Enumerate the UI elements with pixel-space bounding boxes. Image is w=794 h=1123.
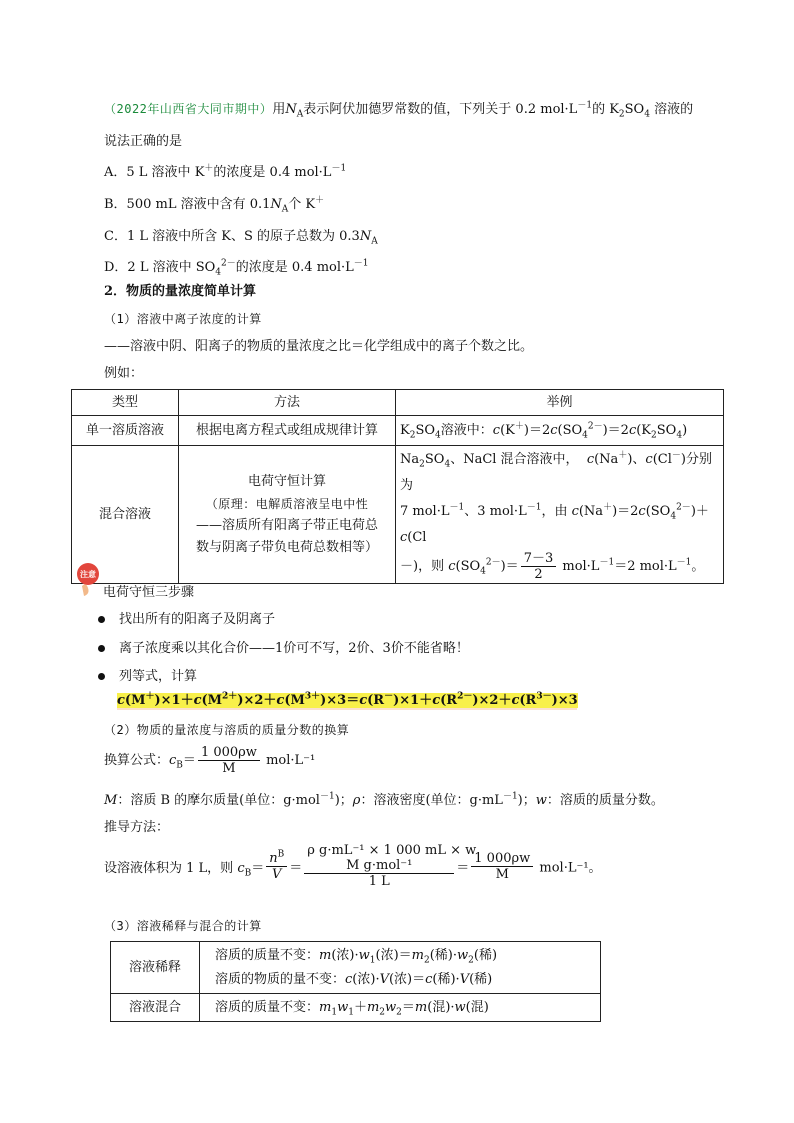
sub3-title: （3）溶液稀释与混合的计算 <box>104 919 262 933</box>
bullet-1 <box>98 616 105 623</box>
row2-method-line3: ——溶质所有阳离子带正电荷总 <box>195 517 378 533</box>
row2-method-line2: （原理：电解质溶液呈电中性 <box>205 496 369 511</box>
table1-row1-method: 根据电离方程式或组成规律计算 <box>179 416 396 446</box>
table2-row1-type: 溶液稀释 <box>111 942 200 994</box>
table1-header-method: 方法 <box>179 390 396 416</box>
table1-row2-method <box>179 446 396 584</box>
table1-row1-type: 单一溶质溶液 <box>72 416 179 446</box>
charge-balance-formula: $c(M^+)\times 1+c(M^{2+})\times 2+c(M^{3+})\times 3=c(R^-)\times 1+c(R^{2-})\times 2+c(R^{3-})\times 3$ <box>117 691 578 708</box>
section2-title: 2．物质的量浓度简单计算 <box>104 284 257 299</box>
bullet-2 <box>98 645 105 652</box>
symbol-definitions: M：溶质 B 的摩尔质量(单位：g·mol$^{-1}$)；ρ：溶液密度(单位：$g\cdot mL^{-1}$)；w：溶质的质量分数。 <box>104 791 664 808</box>
row2-example-line3: －)，则 $c(SO_4^{2-})=$ $\frac{7-3}{2}$ $mol\cdot L^{-1}=2$ $mol\cdot L^{-1}$。 <box>400 551 705 582</box>
derivation-big-fraction: ρ g·mL⁻¹ × 1 000 mL × w M g·mol⁻¹ 1 L <box>304 843 454 889</box>
option-d: D．2 L 溶液中 $SO_4^{2-}$的浓度是 0.4 $mol\cdot L^{-1}$ <box>104 258 369 278</box>
option-a: A．5 L 溶液中 K＋的浓度是 0.4 $mol\cdot L^{-1}$ <box>104 163 347 180</box>
derivation-formula: 设溶液体积为 1 L，则 $c_B=$ $\frac{n^B}{V}$ ＝ ρ g·mL⁻¹ × 1 000 mL × w M g·mol⁻¹ 1 L ＝ $\frac{1 000\rho w}{M}$ mol·L⁻¹。 <box>104 843 602 889</box>
section2-sub1: （1）溶液中离子浓度的计算 <box>104 312 262 326</box>
notice-step-1: 找出所有的阳离子及阴离子 <box>119 612 276 627</box>
table1-row2-example <box>396 446 724 584</box>
question-stem-text: 用$N_A$表示阿伏加德罗常数的值，下列关于 0.2 $mol\cdot L^{-1}$的 $K_2SO_4$ 溶液的 <box>272 100 694 120</box>
table1-header-example: 举例 <box>396 390 724 416</box>
table1-row2-type: 混合溶液 <box>72 446 179 584</box>
notice-title: 电荷守恒三步骤 <box>103 585 195 600</box>
table1-row1-example: $K_2SO_4$溶液中：$c(K^+)=2c(SO_4^{2-})=2c(K_2SO_4)$ <box>396 416 724 446</box>
question-stem-line2: 说法正确的是 <box>104 134 183 149</box>
ion-concentration-table <box>71 389 724 584</box>
question-stem-line1 <box>104 101 693 118</box>
derive-label: 推导方法： <box>104 820 170 835</box>
table1-header-type: 类型 <box>72 390 179 416</box>
notice-step-2: 离子浓度乘以其化合价——1价可不写，2价、3价不能省略！ <box>119 641 469 656</box>
dilution-mixing-table <box>110 941 601 1022</box>
row2-method-line1: 电荷守恒计算 <box>247 473 326 489</box>
section2-rule: ——溶液中阴、阳离子的物质的量浓度之比＝化学组成中的离子个数之比。 <box>104 339 534 354</box>
row2-example-line1: $Na_2SO_4$、NaCl 混合溶液中， c(Na＋)、c(Cl－)分别为 <box>400 450 712 493</box>
example-fraction: $\frac{7-3}{2}$ <box>521 551 557 582</box>
option-c: C．1 L 溶液中所含 K、S 的原子总数为 $0.3N_A$ <box>104 229 378 247</box>
example-label: 例如： <box>104 366 144 381</box>
bullet-3 <box>98 673 105 680</box>
table2-row1-content <box>200 942 601 994</box>
option-b: B．500 mL 溶液中含有 $0.1N_A$个 K＋ <box>104 195 325 215</box>
table2-row2-content: 溶质的质量不变：$m_1w_1+m_2w_2=m$(混)·w(混) <box>200 994 601 1022</box>
question-source: （2022年山西省大同市期中） <box>104 102 273 116</box>
notice-badge-text: 注意 <box>80 570 96 579</box>
dilution-mole-rule: 溶质的物质的量不变：c(浓)·V(浓)＝c(稀)·V(稀) <box>215 971 493 987</box>
row2-example-line2: 7 $mol\cdot L^{-1}$、3 $mol\cdot L^{-1}$，由 $c(Na^+)=2c(SO_4^{2-})+c(Cl$ <box>400 502 709 545</box>
row2-method-line4: 数与阴离子带负电荷总数相等） <box>195 539 378 555</box>
conversion-formula: 换算公式：$c_B=$ $\frac{1 000\rho w}{M}$ mol·L⁻¹ <box>104 745 316 776</box>
notice-step-3: 列等式，计算 <box>119 669 198 684</box>
table2-row2-type: 溶液混合 <box>111 994 200 1022</box>
dilution-mass-rule: 溶质的质量不变：m(浓)$\cdot w_1$(浓)$=m_2$(稀)$\cdot w_2$(稀) <box>215 947 498 966</box>
notice-badge-icon <box>76 562 100 598</box>
sub2-title: （2）物质的量浓度与溶质的质量分数的换算 <box>104 723 350 737</box>
